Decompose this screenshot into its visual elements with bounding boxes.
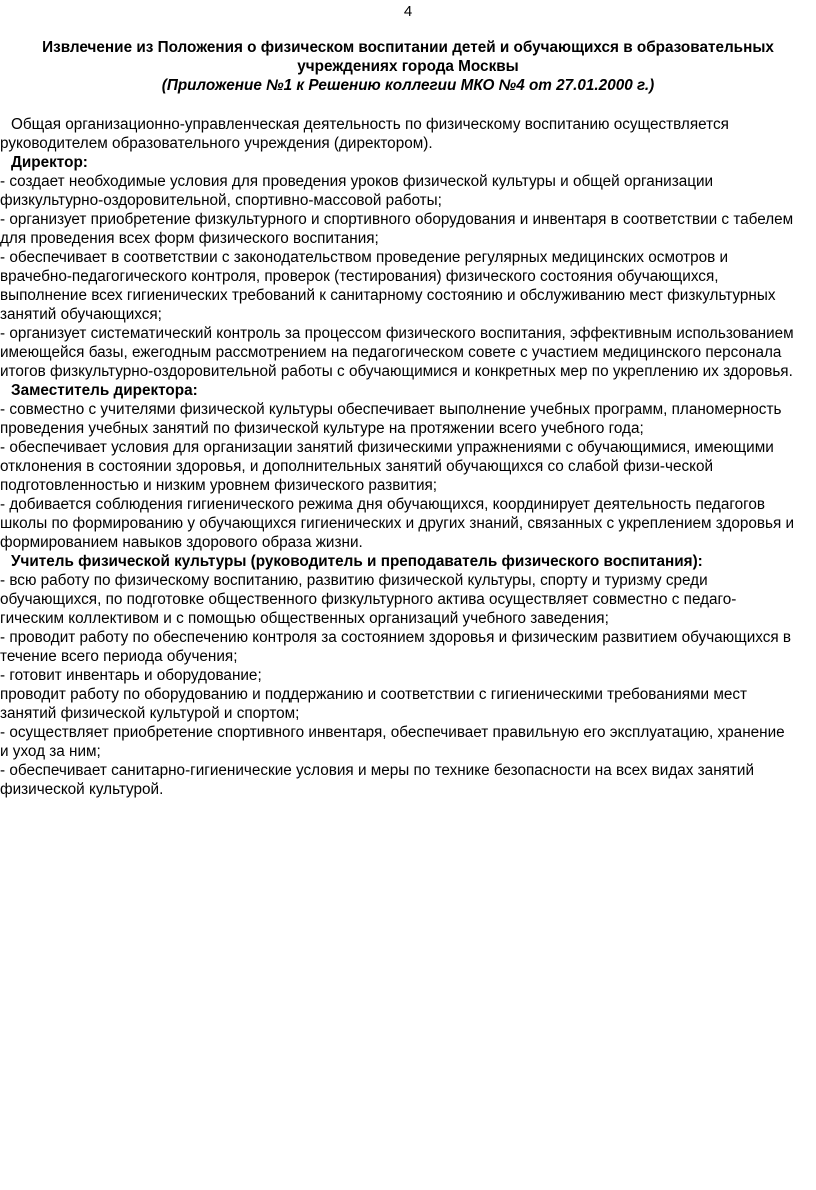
deputy-item: - добивается соблюдения гигиенического режима дня обучающихся, координирует деятельность педагогов школы по формированию у обучающихся гигиенических и других знаний, связанных с укреплением здоровья и формированием навыков здорового образа жизни. (0, 496, 795, 551)
title-subtitle: (Приложение №1 к Решению коллегии МКО №4 от 27.01.2000 г.) (161, 77, 655, 94)
teacher-heading: Учитель физической культуры (руководитель и преподаватель физического воспитания): (11, 553, 703, 570)
deputy-item: - обеспечивает условия для организации занятий физическими упражнениями с обучающимися, имеющими отклонения в состоянии здоровья, и дополнительных занятий обучающихся со слабой физи-ческой подготовленностью и низким уровнем физического развития; (0, 439, 774, 494)
document-body (0, 115, 796, 799)
teacher-item: - готовит инвентарь и оборудование; (0, 667, 262, 684)
intro-paragraph: Общая организационно-управленческая деятельность по физическому воспитанию осуществляется руководителем образовательного учреждения (директором). (0, 116, 729, 152)
title-line-2: учреждениях города Москвы (297, 58, 519, 75)
teacher-item: проводит работу по оборудованию и поддержанию и соответствии с гигиеническими требованиями мест занятий физической культурой и спортом; (0, 686, 748, 722)
teacher-item: - всю работу по физическому воспитанию, развитию физической культуры, спорту и туризму среди обучающихся, по подготовке общественного физкультурного актива осуществляет совместно с педаго-гическим коллективом и с помощью общественных организаций учебного заведения; (0, 572, 737, 627)
director-heading: Директор: (11, 154, 88, 171)
director-item: - организует приобретение физкультурного и спортивного оборудования и инвентаря в соответствии с табелем для проведения всех форм физического воспитания; (0, 211, 794, 247)
director-item: - создает необходимые условия для проведения уроков физической культуры и общей организации физкультурно-оздоровительной, спортивно-массовой работы; (0, 173, 714, 209)
page-number: 4 (403, 3, 413, 20)
teacher-item: - обеспечивает санитарно-гигиенические условия и меры по технике безопасности на всех видах занятий физической культурой. (0, 762, 755, 798)
teacher-item: - осуществляет приобретение спортивного инвентаря, обеспечивает правильную его эксплуатацию, хранение и уход за ним; (0, 724, 785, 760)
director-item: - обеспечивает в соответствии с законодательством проведение регулярных медицинских осмотров и врачебно-педагогического контроля, проверок (тестирования) физического состояния обучающихся, выполнение всех гигиенических требований к санитарному состоянию и обслуживанию мест физкультурных занятий обучающихся; (0, 249, 776, 323)
deputy-item: - совместно с учителями физической культуры обеспечивает выполнение учебных программ, планомерность проведения учебных занятий по физической культуре на протяжении всего учебного года; (0, 401, 782, 437)
director-item: - организует систематический контроль за процессом физического воспитания, эффективным использованием имеющейся базы, ежегодным рассмотрением на педагогическом совете с участием медицинского персонала итогов физкультурно-оздоровительной работы с обучающимися и конкретных мер по укреплению их здоровья. (0, 325, 794, 380)
document-title (0, 38, 816, 95)
deputy-heading: Заместитель директора: (11, 382, 198, 399)
title-line-1: Извлечение из Положения о физическом воспитании детей и обучающихся в образовательных (42, 39, 774, 56)
teacher-item: - проводит работу по обеспечению контроля за состоянием здоровья и физическим развитием обучающихся в течение всего периода обучения; (0, 629, 792, 665)
